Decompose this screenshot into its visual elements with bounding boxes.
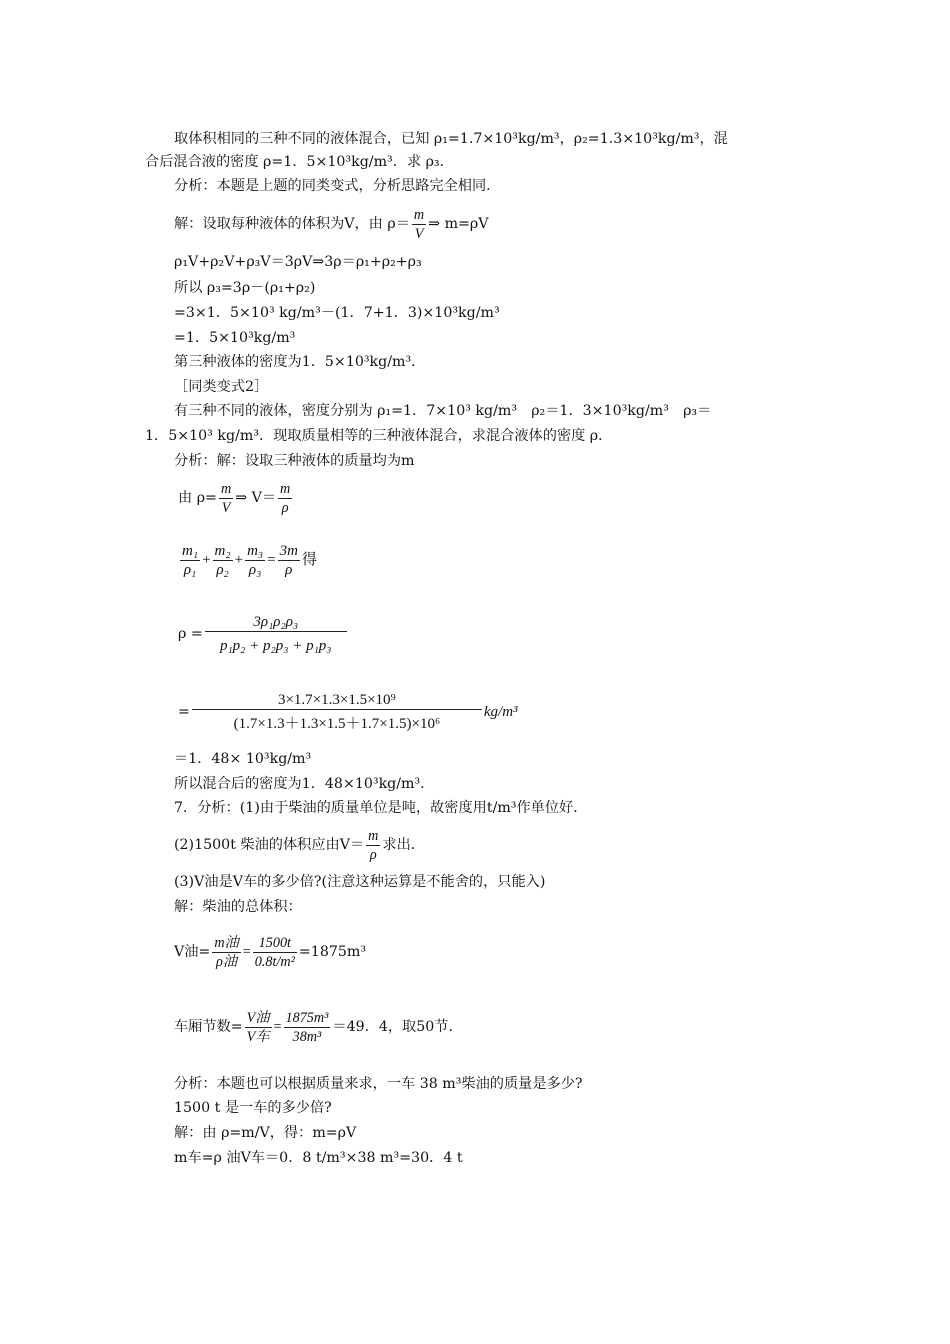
text-segment: 求出． bbox=[382, 837, 425, 853]
fraction bbox=[278, 480, 292, 517]
numerator: m₂ bbox=[214, 542, 231, 559]
numerator: 1875m³ bbox=[285, 1009, 329, 1026]
paragraph-line: m车=ρ 油V车＝0．8 t/m³×38 m³=30．4 t bbox=[174, 1150, 463, 1166]
paragraph-line: =3×1．5×10³ kg/m³－(1．7+1．3)×10³kg/m³ bbox=[174, 305, 500, 321]
numerator: V油 bbox=[246, 1009, 270, 1026]
denominator: 0.8t/m² bbox=[254, 953, 295, 970]
fraction bbox=[366, 827, 380, 864]
paragraph-line: 1500 t 是一车的多少倍? bbox=[174, 1100, 332, 1116]
text-segment: 由 ρ= bbox=[178, 490, 217, 506]
denominator: p₁p₂ + p₂p₃ + p₁p₃ bbox=[219, 638, 332, 654]
denominator: V bbox=[221, 499, 231, 516]
fraction bbox=[205, 613, 347, 655]
denominator: (1.7×1.3＋1.3×1.5＋1.7×1.5)×10⁶ bbox=[233, 716, 441, 732]
text-segment: (2)1500t 柴油的体积应由V＝ bbox=[174, 837, 365, 853]
numerator: m油 bbox=[214, 934, 239, 951]
fraction bbox=[278, 542, 300, 579]
fraction bbox=[219, 480, 233, 517]
text-segment: ＝49．4，取50节． bbox=[332, 1019, 463, 1035]
paragraph-line: 解：柴油的总体积： bbox=[174, 899, 302, 915]
text-segment: 解：设取每种液体的体积为V，由 ρ＝ bbox=[174, 216, 410, 232]
denominator: ρ₂ bbox=[216, 561, 229, 578]
fraction bbox=[245, 1009, 272, 1046]
paragraph-line: =1．5×10³kg/m³ bbox=[174, 330, 296, 346]
paragraph-line: 7．分析：(1)由于柴油的质量单位是吨，故密度用t/m³作单位好． bbox=[174, 800, 588, 816]
section-heading: ［同类变式2］ bbox=[174, 379, 269, 395]
formula-line bbox=[174, 202, 489, 246]
denominator: ρ油 bbox=[216, 953, 238, 970]
fraction bbox=[412, 206, 426, 243]
formula-line: V油= $\frac{\text{m油}}{\text{ρ油}}$ = $\frac{1500t}{\text{0.8t/m²}}$ =1875m³ bbox=[174, 934, 367, 970]
denominator: ρ bbox=[285, 561, 293, 578]
fraction bbox=[245, 542, 265, 579]
numerator: 3m bbox=[279, 542, 298, 559]
numerator: 3ρ₁ρ₂ρ₃ bbox=[205, 613, 347, 632]
paragraph-line: 分析：本题是上题的同类变式，分析思路完全相同． bbox=[174, 178, 501, 194]
paragraph-line: 1．5×10³ kg/m³．现取质量相等的三种液体混合，求混合液体的密度 ρ． bbox=[145, 428, 613, 444]
denominator: ρ bbox=[369, 846, 377, 863]
denominator: V bbox=[414, 225, 424, 242]
formula-line: $\frac{\text{m₁}}{\text{ρ₁}}$ + $\frac{\text{m₂}}{\text{ρ₂}}$ + $\frac{\text{m₃}}{\text{ρ₃}}$ = $\frac{3m}{\rho}$ 得 bbox=[182, 542, 317, 578]
text-segment: ⇒ V＝ bbox=[235, 490, 277, 506]
unit-label: kg/m³ bbox=[483, 704, 518, 720]
paragraph-line: 第三种液体的密度为1．5×10³kg/m³． bbox=[174, 354, 426, 370]
formula-line bbox=[178, 684, 518, 740]
formula-line: 车厢节数= $\frac{\text{V油}}{\text{V车}}$ = $\frac{\text{1875m³}}{\text{38m³}}$ ＝49．4，取50节． bbox=[174, 1009, 463, 1045]
text-segment: 车厢节数= bbox=[174, 1019, 243, 1035]
paragraph-line: 所以混合后的密度为1．48×10³kg/m³． bbox=[174, 776, 435, 792]
fraction bbox=[284, 1009, 331, 1046]
text-segment: ⇒ m=ρV bbox=[428, 216, 489, 232]
formula-line bbox=[174, 823, 425, 867]
fraction bbox=[253, 934, 297, 971]
numerator: m bbox=[368, 827, 379, 844]
paragraph-line: 取体积相同的三种不同的液体混合，已知 ρ₁=1.7×10³kg/m³，ρ₂=1.3×10³kg/m³，混 bbox=[174, 131, 728, 147]
fraction bbox=[180, 542, 200, 579]
numerator: m₃ bbox=[247, 542, 264, 559]
paragraph-line: (3)V油是V车的多少倍?(注意这种运算是不能舍的，只能入) bbox=[174, 874, 546, 890]
text-segment: 得 bbox=[301, 550, 317, 568]
denominator: V车 bbox=[246, 1028, 270, 1045]
denominator: ρ bbox=[281, 499, 289, 516]
paragraph-line: 所以 ρ₃=3ρ－(ρ₁+ρ₂) bbox=[174, 280, 316, 296]
fraction bbox=[212, 934, 240, 971]
text-segment: =1875m³ bbox=[298, 944, 367, 960]
paragraph-line: 分析：解：设取三种液体的质量均为m bbox=[174, 453, 415, 469]
text-segment: = bbox=[178, 704, 190, 720]
numerator: m bbox=[413, 206, 425, 223]
text-segment: V油= bbox=[174, 944, 211, 960]
paragraph-line: 解：由 ρ=m/V，得：m=ρV bbox=[174, 1125, 357, 1141]
paragraph-line: 合后混合液的密度 ρ=1．5×10³kg/m³．求 ρ₃． bbox=[145, 154, 454, 170]
numerator: 1500t bbox=[253, 934, 297, 953]
fraction bbox=[192, 691, 482, 733]
paragraph-line: ＝1．48× 10³kg/m³ bbox=[174, 751, 312, 767]
numerator: m bbox=[280, 480, 291, 497]
denominator: ρ₃ bbox=[248, 561, 262, 578]
paragraph-line: 分析：本题也可以根据质量来求，一车 38 m³柴油的质量是多少? bbox=[174, 1076, 583, 1092]
fraction bbox=[213, 542, 233, 579]
numerator: m bbox=[220, 480, 232, 497]
denominator: 38m³ bbox=[292, 1028, 322, 1045]
formula-line bbox=[178, 476, 294, 520]
numerator: 3×1.7×1.3×1.5×10⁹ bbox=[192, 691, 482, 710]
formula-line bbox=[178, 606, 349, 662]
paragraph-line: 有三种不同的液体，密度分别为 ρ₁=1．7×10³ kg/m³ ρ₂＝1．3×10³kg/m³ ρ₃＝ bbox=[174, 403, 712, 419]
text-segment: ρ = bbox=[178, 626, 203, 642]
paragraph-line: ρ₁V+ρ₂V+ρ₃V＝3ρV⇒3ρ＝ρ₁+ρ₂+ρ₃ bbox=[174, 254, 422, 270]
numerator: m₁ bbox=[182, 542, 199, 559]
denominator: ρ₁ bbox=[183, 561, 197, 578]
